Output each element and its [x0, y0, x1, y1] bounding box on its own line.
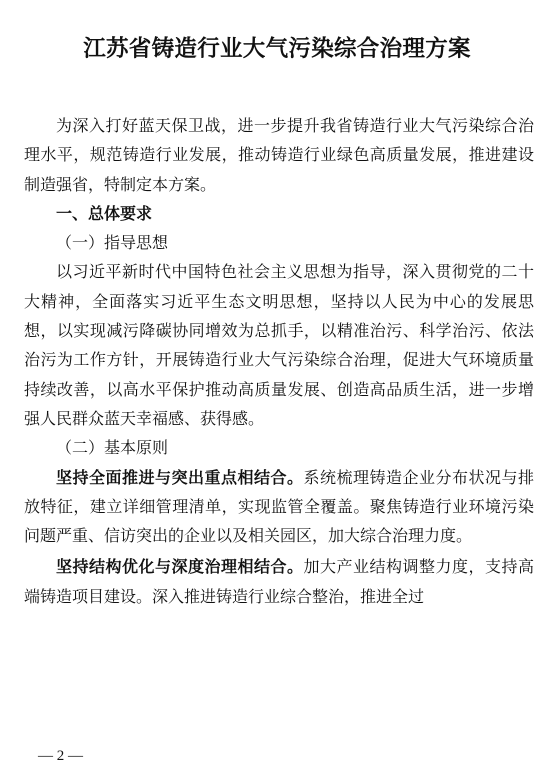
principle-1-text: 系统梳理铸造企业分布状况与排放特征，建立详细管理清单，实现监管全覆盖。聚焦铸造行业环境污染问题严重、信访突出的企业以及相关园区，加大综合治理力度。: [24, 467, 534, 546]
principle-paragraph-1: [24, 463, 534, 551]
principle-1-lead: 坚持全面推进与突出重点相结合。: [56, 467, 304, 487]
intro-paragraph: 为深入打好蓝天保卫战，进一步提升我省铸造行业大气污染综合治理水平，规范铸造行业发展，推动铸造行业绿色高质量发展，推进建设制造强省，特制定本方案。: [24, 116, 534, 194]
section-heading-general-requirements: 一、总体要求: [56, 203, 153, 223]
subsection-heading-basic-principles: （二）基本原则: [56, 438, 169, 458]
principle-2-text: 加大产业结构调整力度，支持高端铸造项目建设。深入推进铸造行业综合整治，推进全过: [24, 557, 534, 606]
document-title: 江苏省铸造行业大气污染综合治理方案: [83, 36, 471, 62]
principle-2-lead: 坚持结构优化与深度治理相结合。: [56, 557, 304, 577]
guiding-ideology-paragraph: 以习近平新时代中国特色社会主义思想为指导，深入贯彻党的二十大精神，全面落实习近平生态文明思想，坚持以人民为中心的发展思想，以实现减污降碳协同增效为总抓手，以精准治污、科学治污、依法治污为工作方针，开展铸造行业大气污染综合治理，促进大气环境质量持续改善，以高水平保护推动高质量发展、创造高品质生活，进一步增强人民群众蓝天幸福感、获得感。: [24, 262, 534, 428]
page-number: — 2 —: [38, 748, 83, 764]
subsection-heading-guiding-ideology: （一）指导思想: [56, 233, 169, 253]
principle-paragraph-2: [24, 552, 534, 611]
document-body: [24, 111, 534, 611]
